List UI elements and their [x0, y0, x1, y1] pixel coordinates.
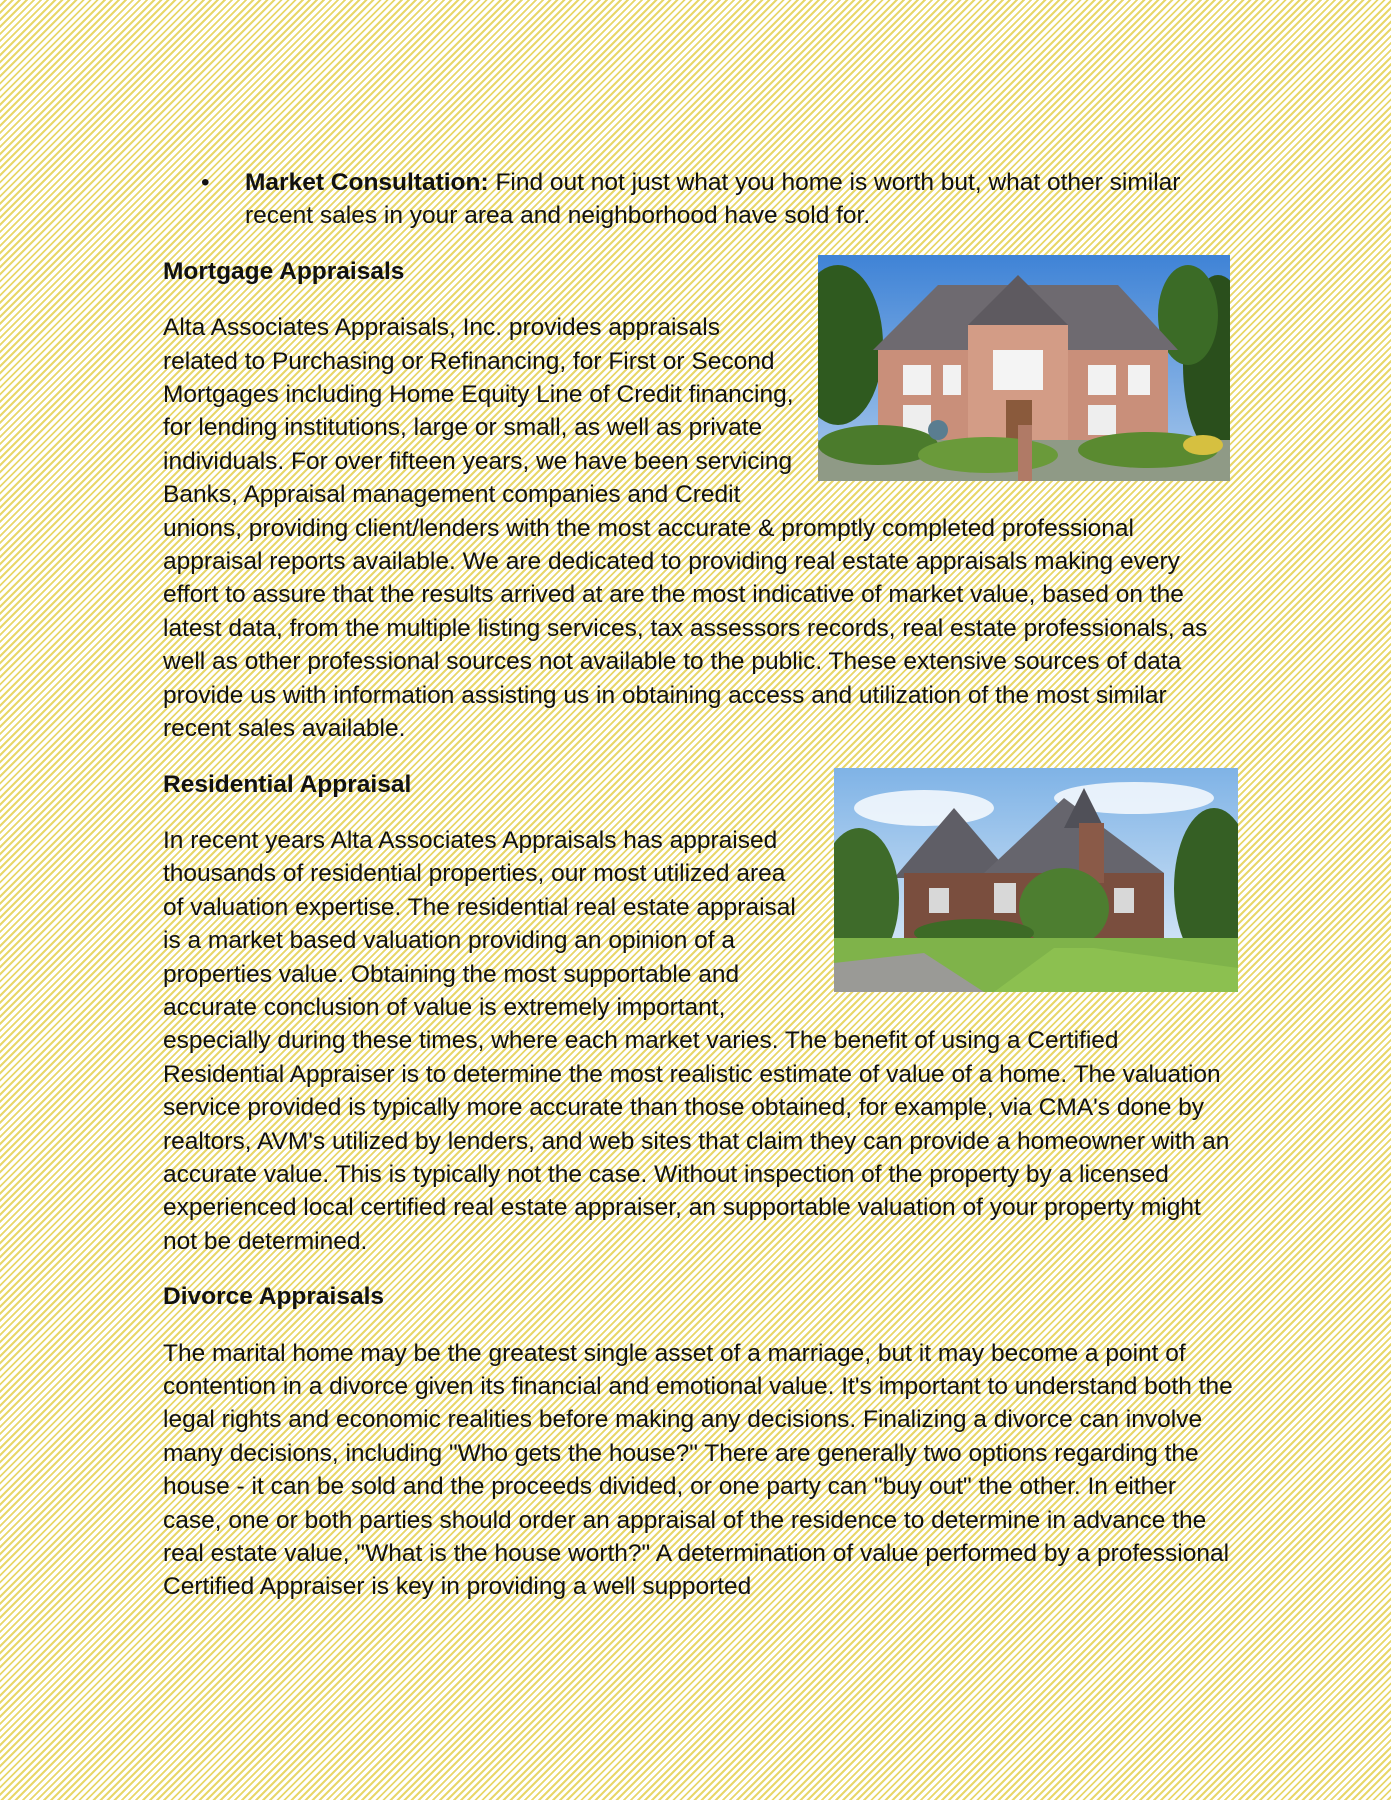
bullet-marker: • [201, 169, 210, 196]
mortgage-paragraph: Alta Associates Appraisals, Inc. provides appraisals related to Purchasing or Refinancing, for First or Second Mortgages including Home Equity Line of Credit financing, for lending institutions, large or small, as well as private individuals. For over fifteen years, we have been servicing Banks, Appraisal management companies and Credit unions, providing client/lenders with the most accurate & promptly completed professional appraisal reports available. We are dedicated to providing real estate appraisals making every effort to assure that the results arrived at are the most indicative of market value, based on the latest data, from the multiple listing services, tax assessors records, real estate professionals, as well as other professional sources not available to the public. These extensive sources of data provide us with information assisting us in obtaining access and utilization of the most similar recent sales available. [163, 314, 1208, 743]
document-page [163, 160, 1238, 1604]
heading-divorce-appraisals: Divorce Appraisals [163, 1283, 385, 1311]
section-divorce-body [163, 1337, 1238, 1604]
residential-paragraph: In recent years Alta Associates Appraisals has appraised thousands of residential properties, our most utilized area of valuation expertise. The residential real estate appraisal is a market based valuation providing an opinion of a properties value. Obtaining the most supportable and accurate conclusion of value is extremely important, especially during these times, where each market varies. The benefit of using a Certified Residential Appraiser is to determine the most realistic estimate of value of a home. The valuation service provided is typically more accurate than those obtained, for example, via CMA's done by realtors, AVM's utilized by lenders, and web sites that claim they can provide a homeowner with an accurate value. This is typically not the case. Without inspection of the property by a licensed experienced local certified real estate appraiser, an supportable valuation of your property might not be determined. [163, 826, 1230, 1255]
section-residential-body [163, 824, 1238, 1258]
bullet-item-market-consultation [163, 166, 1238, 233]
house-photo-residential-estate [834, 768, 1238, 992]
divorce-paragraph: The marital home may be the greatest single asset of a marriage, but it may become a point of contention in a divorce given its financial and emotional value. It's important to understand both the legal rights and economic realities before making any decisions. Finalizing a divorce can involve many decisions, including "Who gets the house?" There are generally two options regarding the house - it can be sold and the proceeds divided, or one party can "buy out" the other. In either case, one or both parties should order an appraisal of the residence to determine in advance the real estate value, "What is the house worth?" A determination of value performed by a professional Certified Appraiser is key in providing a well supported [163, 1339, 1233, 1601]
bullet-label: Market Consultation: [245, 169, 489, 196]
heading-mortgage-appraisals: Mortgage Appraisals [163, 257, 405, 285]
bullet-text: Find out not just what you home is worth but, what other similar recent sales in your area and neighborhood have sold for. [245, 169, 1181, 230]
section-mortgage-body [163, 311, 1238, 745]
house-photo-brick-mansion [818, 255, 1230, 481]
heading-residential-appraisal: Residential Appraisal [163, 770, 412, 798]
